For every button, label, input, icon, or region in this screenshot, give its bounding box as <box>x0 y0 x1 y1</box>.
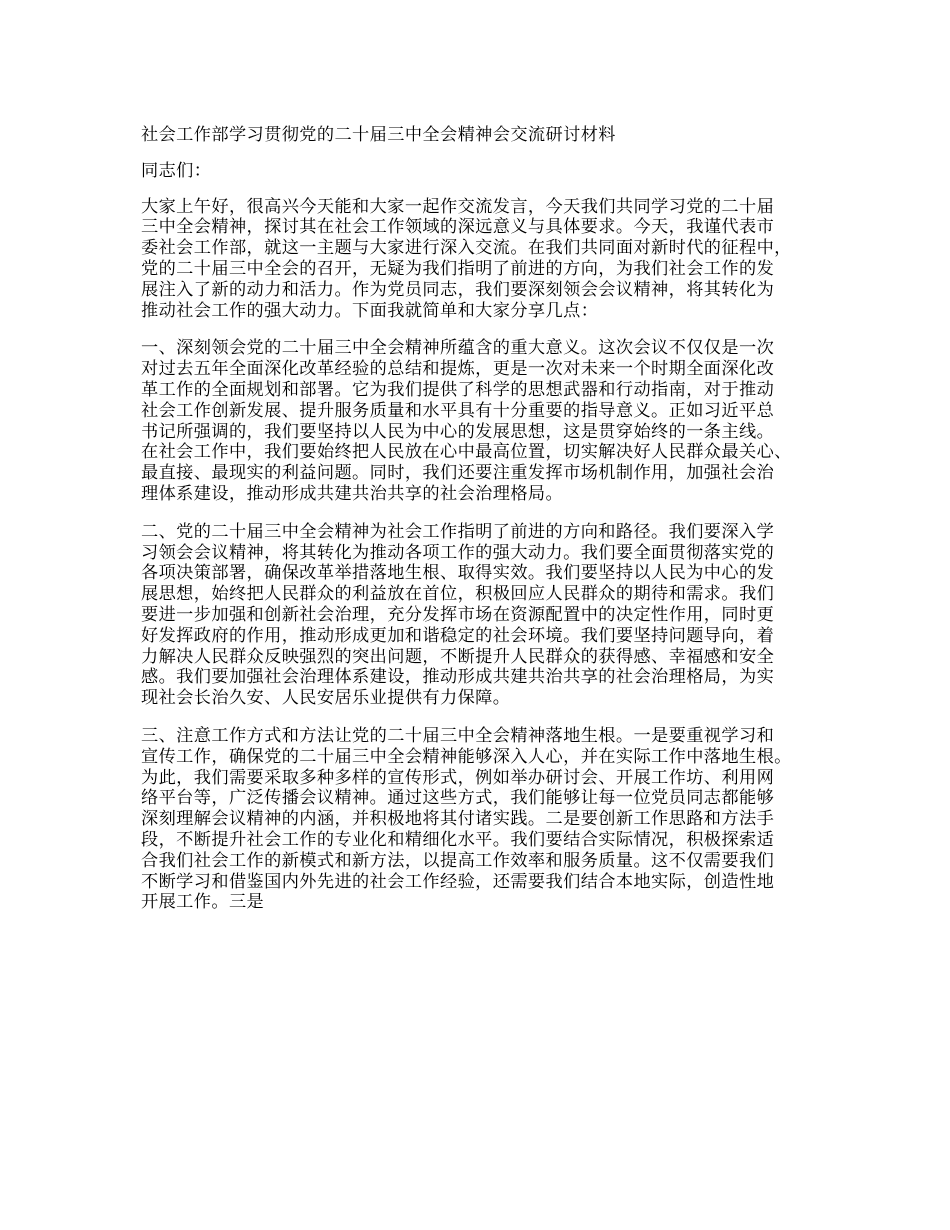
text-line: 不断学习和借鉴国内外先进的社会工作经验，还需要我们结合本地实际，创造性地 <box>141 871 775 892</box>
text-line: 大家上午好，很高兴今天能和大家一起作交流发言，今天我们共同学习党的二十届 <box>141 196 775 217</box>
text-line: 各项决策部署，确保改革举措落地生根、取得实效。我们要坚持以人民为中心的发 <box>141 563 775 584</box>
text-line: 委社会工作部，就这一主题与大家进行深入交流。在我们共同面对新时代的征程中， <box>141 238 792 259</box>
text-line: 社会工作创新发展、提升服务质量和水平具有十分重要的指导意义。正如习近平总 <box>141 400 775 421</box>
text-line: 对过去五年全面深化改革经验的总结和提炼，更是一次对未来一个时期全面深化改 <box>141 359 775 380</box>
text-line: 段，不断提升社会工作的专业化和精细化水平。我们要结合实际情况，积极探索适 <box>141 829 775 850</box>
greeting-text: 同志们： <box>141 160 212 181</box>
text-line: 为此，我们需要采取多种多样的宣传形式，例如举办研讨会、开展工作坊、利用网 <box>141 767 775 788</box>
text-line: 一、深刻领会党的二十届三中全会精神所蕴含的重大意义。这次会议不仅仅是一次 <box>141 338 775 359</box>
text-line: 革工作的全面规划和部署。它为我们提供了科学的思想武器和行动指南，对于推动 <box>141 379 775 400</box>
text-line: 推动社会工作的强大动力。下面我就简单和大家分享几点： <box>141 300 599 321</box>
document-title <box>141 125 841 146</box>
text-line: 三、注意工作方式和方法让党的二十届三中全会精神落地生根。一是要重视学习和 <box>141 725 775 746</box>
text-line: 党的二十届三中全会的召开，无疑为我们指明了前进的方向，为我们社会工作的发 <box>141 258 775 279</box>
text-line: 开展工作。三是 <box>141 892 265 913</box>
paragraph-point-1 <box>141 338 841 504</box>
text-line: 最直接、最现实的利益问题。同时，我们还要注重发挥市场机制作用，加强社会治 <box>141 463 775 484</box>
text-line: 现社会长治久安、人民安居乐业提供有力保障。 <box>141 688 511 709</box>
text-line: 展注入了新的动力和活力。作为党员同志，我们要深刻领会会议精神，将其转化为 <box>141 279 775 300</box>
text-line: 合我们社会工作的新模式和新方法，以提高工作效率和服务质量。这不仅需要我们 <box>141 850 775 871</box>
text-line: 要进一步加强和创新社会治理，充分发挥市场在资源配置中的决定性作用，同时更 <box>141 604 775 625</box>
text-line: 络平台等，广泛传播会议精神。通过这些方式，我们能够让每一位党员同志都能够 <box>141 788 775 809</box>
title-text: 社会工作部学习贯彻党的二十届三中全会精神会交流研讨材料 <box>141 125 616 145</box>
text-line: 感。我们要加强社会治理体系建设，推动形成共建共治共享的社会治理格局，为实 <box>141 667 775 688</box>
document-page <box>141 125 841 930</box>
text-line: 力解决人民群众反映强烈的突出问题，不断提升人民群众的获得感、幸福感和安全 <box>141 646 775 667</box>
paragraph-intro <box>141 197 841 322</box>
text-line: 书记所强调的，我们要坚持以人民为中心的发展思想，这是贯穿始终的一条主线。 <box>141 421 775 442</box>
greeting <box>141 161 841 182</box>
text-line: 习领会会议精神，将其转化为推动各项工作的强大动力。我们要全面贯彻落实党的 <box>141 542 775 563</box>
text-line: 深刻理解会议精神的内涵，并积极地将其付诸实践。二是要创新工作思路和方法手 <box>141 809 775 830</box>
text-line: 宣传工作，确保党的二十届三中全会精神能够深入人心，并在实际工作中落地生根。 <box>141 746 792 767</box>
text-line: 理体系建设，推动形成共建共治共享的社会治理格局。 <box>141 483 564 504</box>
paragraph-point-2 <box>141 522 841 709</box>
text-line: 在社会工作中，我们要始终把人民放在心中最高位置，切实解决好人民群众最关心、 <box>141 442 792 463</box>
text-line: 二、党的二十届三中全会精神为社会工作指明了前进的方向和路径。我们要深入学 <box>141 521 775 542</box>
text-line: 三中全会精神，探讨其在社会工作领域的深远意义与具体要求。今天，我谨代表市 <box>141 217 775 238</box>
paragraph-point-3 <box>141 726 841 913</box>
text-line: 好发挥政府的作用，推动形成更加和谐稳定的社会环境。我们要坚持问题导向，着 <box>141 625 775 646</box>
text-line: 展思想，始终把人民群众的利益放在首位，积极回应人民群众的期待和需求。我们 <box>141 584 775 605</box>
